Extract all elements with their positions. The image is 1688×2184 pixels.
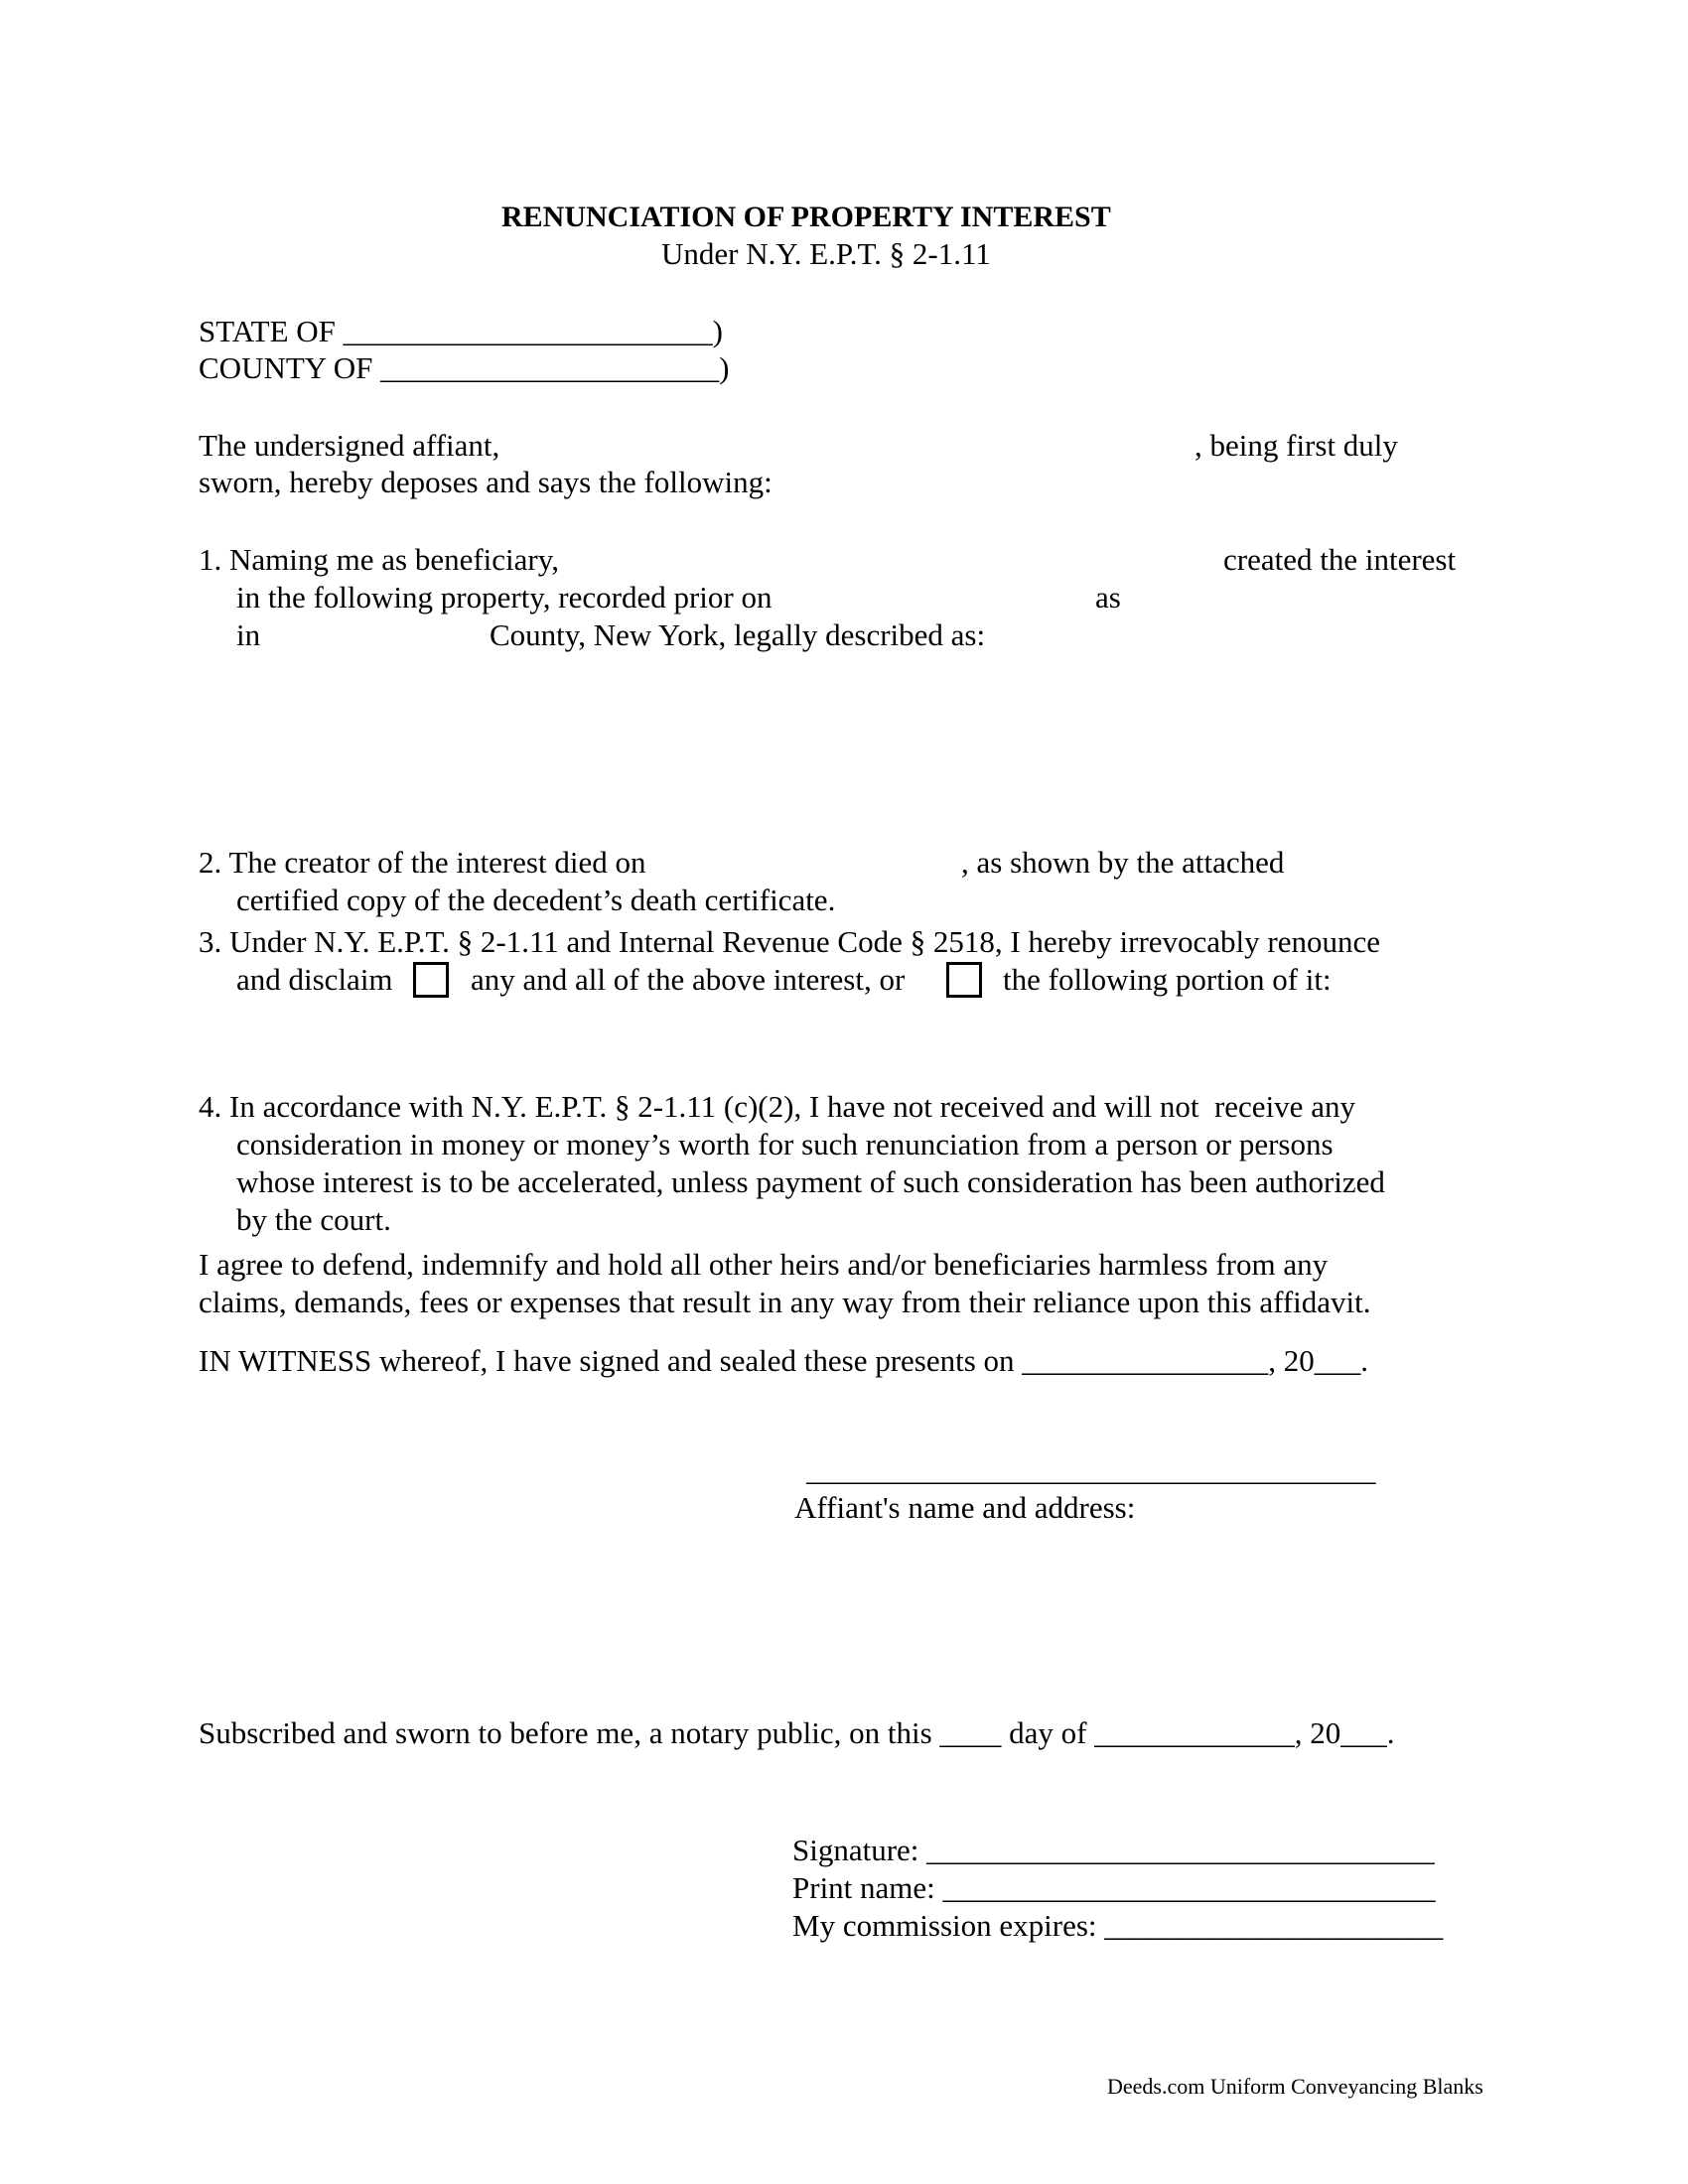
- document-subtitle: Under N.Y. E.P.T. § 2-1.11: [661, 236, 991, 271]
- notary-signature: Signature: _________________________________: [792, 1833, 1435, 1867]
- document-title: RENUNCIATION OF PROPERTY INTEREST: [501, 201, 1111, 233]
- notary-print-name: Print name: ________________________________: [792, 1870, 1436, 1905]
- intro-text-left: The undersigned affiant,: [199, 428, 500, 463]
- item-2-death-certificate: certified copy of the decedent’s death certificate.: [236, 883, 836, 917]
- item-1-in: in: [236, 617, 261, 652]
- portion-checkbox[interactable]: [946, 962, 982, 998]
- notary-clause: Subscribed and sworn to before me, a notary public, on this ____ day of _____________, 20___.: [199, 1715, 1395, 1750]
- item-4-line-3: whose interest is to be accelerated, unless payment of such consideration has been authorized: [236, 1164, 1385, 1199]
- intro-text-right: , being first duly: [1195, 428, 1398, 463]
- indemnify-line-2: claims, demands, fees or expenses that result in any way from their reliance upon this affidavit.: [199, 1285, 1371, 1319]
- item-1-county: County, New York, legally described as:: [490, 617, 986, 652]
- item-3-disclaim: and disclaim: [236, 962, 393, 997]
- all-interest-checkbox[interactable]: [413, 962, 449, 998]
- intro-text-line2: sworn, hereby deposes and says the following:: [199, 465, 773, 499]
- affiant-label: Affiant's name and address:: [794, 1490, 1136, 1525]
- item-1-recorded-prior: in the following property, recorded prior on: [236, 580, 773, 614]
- item-4-line-2: consideration in money or money’s worth for such renunciation from a person or persons: [236, 1127, 1334, 1161]
- affiant-signature-line: _____________________________________: [806, 1452, 1376, 1487]
- item-3-all-interest: any and all of the above interest, or: [471, 962, 906, 997]
- item-1-beneficiary: 1. Naming me as beneficiary,: [199, 542, 559, 577]
- notary-commission: My commission expires: ______________________: [792, 1908, 1444, 1943]
- state-of-line: STATE OF ________________________): [199, 314, 723, 348]
- item-1-as: as: [1095, 580, 1121, 614]
- witness-clause: IN WITNESS whereof, I have signed and sealed these presents on ________________, 20___.: [199, 1343, 1369, 1378]
- item-1-created-interest: created the interest: [1223, 542, 1457, 577]
- item-4-line-4: by the court.: [236, 1202, 391, 1237]
- item-3-renounce: 3. Under N.Y. E.P.T. § 2-1.11 and Internal Revenue Code § 2518, I hereby irrevocably renounce: [199, 924, 1381, 959]
- indemnify-line-1: I agree to defend, indemnify and hold all other heirs and/or beneficiaries harmless from any: [199, 1247, 1329, 1282]
- item-2-died-on: 2. The creator of the interest died on: [199, 845, 646, 880]
- county-of-line: COUNTY OF ______________________): [199, 350, 730, 385]
- item-3-portion: the following portion of it:: [1003, 962, 1332, 997]
- footer-credit: Deeds.com Uniform Conveyancing Blanks: [1107, 2074, 1483, 2099]
- item-2-attached: , as shown by the attached: [961, 845, 1285, 880]
- item-4-line-1: 4. In accordance with N.Y. E.P.T. § 2-1.11 (c)(2), I have not received and will not receive any: [199, 1089, 1355, 1124]
